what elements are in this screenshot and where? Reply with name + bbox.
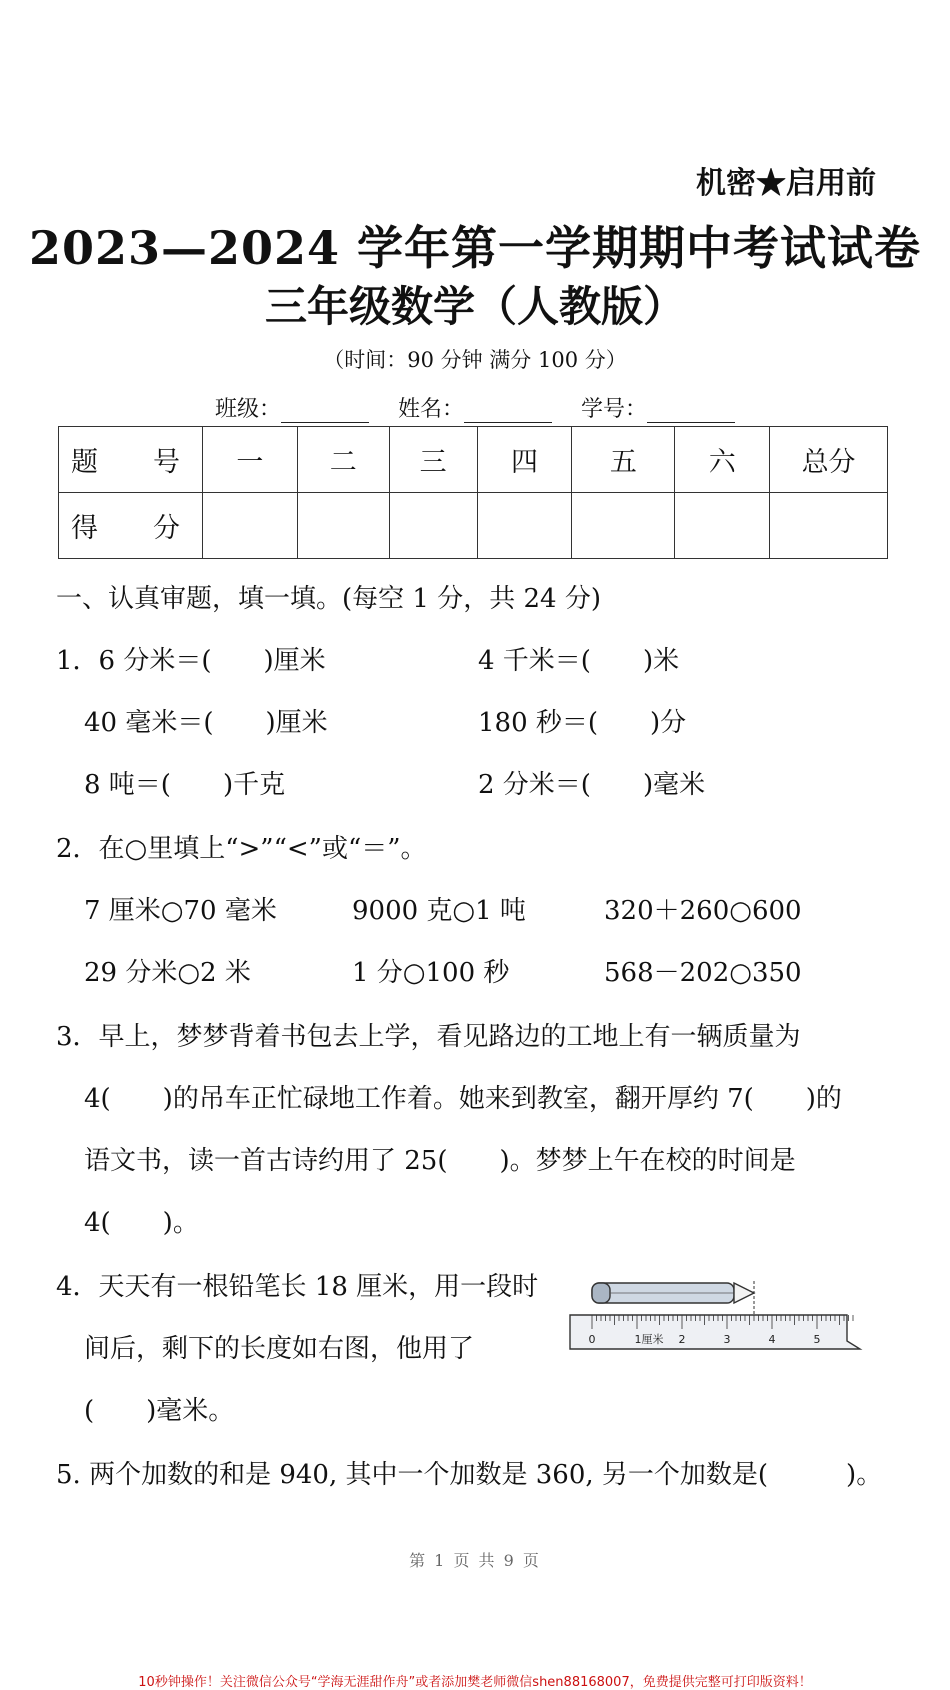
student-info — [0, 392, 950, 423]
section1-heading: 一、认真审题，填一填。(每空 1 分，共 24 分) — [56, 584, 601, 614]
confidential-mark: 机密★启用前 — [696, 166, 876, 201]
q3-line1: 3．早上，梦梦背着书包去上学，看见路边的工地上有一辆质量为 — [56, 1022, 801, 1052]
total-header: 总分 — [770, 427, 888, 493]
exam-subtitle: 三年级数学（人教版） — [264, 282, 685, 331]
q1-item-a: 1．6 分米＝( )厘米 — [56, 646, 326, 676]
score-cell[interactable] — [770, 493, 888, 559]
score-cell[interactable] — [389, 493, 477, 559]
section-header: 一 — [202, 427, 297, 493]
name-label: 姓名： — [397, 397, 464, 422]
score-cell[interactable] — [572, 493, 675, 559]
q1-item-b: 4 千米＝( )米 — [478, 646, 680, 676]
section-header: 四 — [477, 427, 572, 493]
exam-title: 2023—2024 学年第一学期期中考试试卷 — [28, 221, 922, 275]
score-cell[interactable] — [202, 493, 297, 559]
q2-item-f: 568－202○350 — [604, 958, 802, 988]
section-header: 三 — [389, 427, 477, 493]
question-number-header: 题 号 — [59, 427, 203, 493]
q1-item-d: 180 秒＝( )分 — [478, 708, 687, 738]
ruler-svg — [565, 1275, 865, 1357]
ruler-label: 1厘米 — [634, 1333, 664, 1346]
q3-line4: 4( )。 — [84, 1208, 199, 1238]
ruler-label: 4 — [768, 1333, 776, 1346]
score-table-score-row — [59, 493, 888, 559]
id-label: 学号： — [581, 397, 648, 422]
page-number: 第 1 页 共 9 页 — [409, 1551, 541, 1570]
ruler-label: 5 — [813, 1333, 821, 1346]
name-blank[interactable] — [464, 402, 552, 423]
q1-item-c: 40 毫米＝( )厘米 — [84, 708, 328, 738]
ruler-figure — [565, 1275, 865, 1357]
q2-item-b: 9000 克○1 吨 — [352, 896, 526, 926]
q4-line2: 间后，剩下的长度如右图，他用了 — [84, 1334, 475, 1364]
q2-item-a: 7 厘米○70 毫米 — [84, 896, 277, 926]
score-cell[interactable] — [477, 493, 572, 559]
q1-item-e: 8 吨＝( )千克 — [84, 770, 286, 800]
q4-line3: ( )毫米。 — [84, 1396, 235, 1426]
score-label: 得 分 — [59, 493, 203, 559]
ruler-label: 2 — [678, 1333, 686, 1346]
pencil-icon — [592, 1283, 754, 1303]
q3-line3: 语文书，读一首古诗约用了 25( )。梦梦上午在校的时间是 — [84, 1146, 796, 1176]
score-table — [58, 426, 888, 559]
class-blank[interactable] — [281, 402, 369, 423]
promo-banner: 10秒钟操作！关注微信公众号“学海无涯甜作舟”或者添加樊老师微信shen88168007，免费提供完整可打印版资料！ — [138, 1675, 812, 1690]
q4-line1: 4．天天有一根铅笔长 18 厘米，用一段时 — [56, 1272, 539, 1302]
class-label: 班级： — [214, 397, 281, 422]
id-blank[interactable] — [647, 402, 735, 423]
time-info: （时间：90 分钟 满分 100 分） — [323, 348, 627, 372]
score-cell[interactable] — [675, 493, 770, 559]
score-table-header-row — [59, 427, 888, 493]
q5-text: 5. 两个加数的和是 940, 其中一个加数是 360, 另一个加数是( )。 — [56, 1460, 883, 1490]
ruler-label: 0 — [588, 1333, 596, 1346]
ruler-label: 3 — [723, 1333, 731, 1346]
q3-line2: 4( )的吊车正忙碌地工作着。她来到教室，翻开厚约 7( )的 — [84, 1084, 842, 1114]
section-header: 二 — [297, 427, 389, 493]
score-cell[interactable] — [297, 493, 389, 559]
q2-item-c: 320＋260○600 — [604, 896, 802, 926]
q1-item-f: 2 分米＝( )毫米 — [478, 770, 706, 800]
section-header: 六 — [675, 427, 770, 493]
q2-item-d: 29 分米○2 米 — [84, 958, 251, 988]
section-header: 五 — [572, 427, 675, 493]
q2-prompt: 2．在○里填上“>”“<”或“＝”。 — [56, 834, 427, 864]
q2-item-e: 1 分○100 秒 — [352, 958, 510, 988]
